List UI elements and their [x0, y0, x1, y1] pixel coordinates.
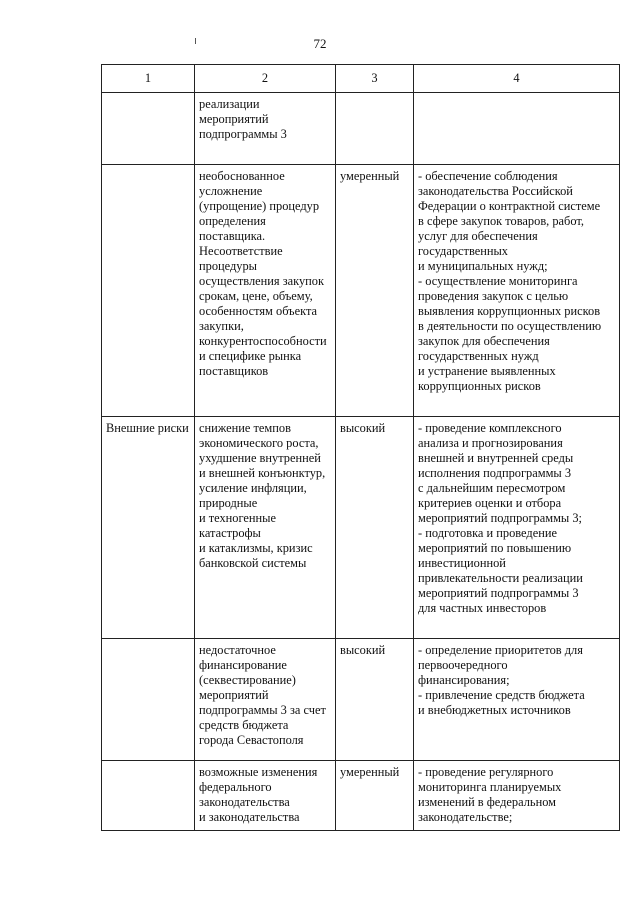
table-row — [102, 93, 620, 165]
risk-description-cell-line: законодательства — [199, 795, 290, 809]
risk-category-cell — [102, 93, 195, 165]
page-number: 72 — [313, 36, 327, 51]
risk-description-cell-line: особенностям объекта — [199, 304, 318, 318]
risk-description-cell-line: (секвестирование) — [199, 673, 296, 687]
mitigation-measures-cell-line: мероприятий по повышению — [418, 541, 572, 555]
risk-description-cell-line: финансирование — [199, 658, 287, 672]
mitigation-measures-cell-line: инвестиционной — [418, 556, 506, 570]
mitigation-measures-cell-line: законодательства Российской — [418, 184, 573, 198]
risk-description-cell-line: недостаточное — [199, 643, 276, 657]
table-row — [102, 761, 620, 831]
risk-description-cell-line: реализации — [199, 97, 260, 111]
risk-level-cell: высокий — [336, 639, 414, 761]
mitigation-measures-cell-line: мероприятий подпрограммы 3; — [418, 511, 582, 525]
mitigation-measures-cell-line: в деятельности по осуществлению — [418, 319, 602, 333]
risk-description-cell-line: и специфике рынка — [199, 349, 302, 363]
risk-description-cell-line: снижение темпов — [199, 421, 291, 435]
risk-category-cell — [102, 639, 195, 761]
risk-description-cell-line: закупки, — [199, 319, 244, 333]
risk-description-cell-line: необоснованное — [199, 169, 285, 183]
risk-description-cell-line: подпрограммы 3 — [199, 127, 287, 141]
risk-description-cell-line: осуществления закупок — [199, 274, 325, 288]
risk-description-cell-line: возможные изменения — [199, 765, 318, 779]
mitigation-measures-cell — [414, 417, 620, 639]
mitigation-measures-cell-line: финансирования; — [418, 673, 510, 687]
mitigation-measures-cell-line: закупок для обеспечения — [418, 334, 550, 348]
risk-table — [101, 64, 620, 831]
risk-description-cell-line: города Севастополя — [199, 733, 304, 747]
risk-description-cell-line: конкурентоспособности — [199, 334, 327, 348]
risk-description-cell-line: усиление инфляции, — [199, 481, 307, 495]
mitigation-measures-cell-line: выявления коррупционных рисков — [418, 304, 601, 318]
risk-description-cell-line: усложнение — [199, 184, 263, 198]
mitigation-measures-cell-line: - привлечение средств бюджета — [418, 688, 585, 702]
risk-description-cell-line: мероприятий — [199, 112, 269, 126]
mitigation-measures-cell-line: исполнения подпрограммы 3 — [418, 466, 572, 480]
risk-description-cell-line: банковской системы — [199, 556, 307, 570]
risk-description-cell-line: катастрофы — [199, 526, 261, 540]
risk-description-cell-line: срокам, цене, объему, — [199, 289, 313, 303]
scan-mark — [195, 38, 196, 44]
mitigation-measures-cell-line: привлекательности реализации — [418, 571, 583, 585]
mitigation-measures-cell-line: внешней и внутренней среды — [418, 451, 574, 465]
mitigation-measures-cell-line: и внебюджетных источников — [418, 703, 571, 717]
mitigation-measures-cell-line: анализа и прогнозирования — [418, 436, 563, 450]
mitigation-measures-cell-line: проведения закупок с целью — [418, 289, 569, 303]
table-body — [102, 93, 620, 831]
risk-description-cell-line: поставщиков — [199, 364, 269, 378]
mitigation-measures-cell — [414, 93, 620, 165]
table-row — [102, 165, 620, 417]
header-cell-3: 3 — [336, 65, 414, 93]
risk-description-cell — [195, 93, 336, 165]
mitigation-measures-cell-line: - проведение комплексного — [418, 421, 562, 435]
risk-description-cell — [195, 639, 336, 761]
header-cell-1: 1 — [102, 65, 195, 93]
mitigation-measures-cell-line: и муниципальных нужд; — [418, 259, 548, 273]
mitigation-measures-cell-line: законодательстве; — [418, 810, 513, 824]
table-header-row — [102, 65, 620, 93]
risk-level-cell — [336, 93, 414, 165]
risk-description-cell-line: и внешней конъюнктур, — [199, 466, 326, 480]
risk-description-cell-line: Несоответствие — [199, 244, 283, 258]
risk-category-cell: Внешние риски — [102, 417, 195, 639]
mitigation-measures-cell-line: и устранение выявленных — [418, 364, 556, 378]
risk-description-cell — [195, 165, 336, 417]
mitigation-measures-cell-line: - обеспечение соблюдения — [418, 169, 558, 183]
mitigation-measures-cell-line: - подготовка и проведение — [418, 526, 557, 540]
risk-description-cell-line: определения — [199, 214, 266, 228]
risk-description-cell-line: (упрощение) процедур — [199, 199, 320, 213]
mitigation-measures-cell-line: изменений в федеральном — [418, 795, 556, 809]
risk-description-cell-line: федерального — [199, 780, 272, 794]
risk-description-cell-line: мероприятий — [199, 688, 269, 702]
mitigation-measures-cell-line: - проведение регулярного — [418, 765, 554, 779]
mitigation-measures-cell-line: государственных нужд — [418, 349, 539, 363]
mitigation-measures-cell-line: коррупционных рисков — [418, 379, 541, 393]
mitigation-measures-cell-line: в сфере закупок товаров, работ, — [418, 214, 584, 228]
mitigation-measures-cell-line: первоочередного — [418, 658, 508, 672]
risk-description-cell — [195, 761, 336, 831]
mitigation-measures-cell-line: - осуществление мониторинга — [418, 274, 578, 288]
risk-description-cell — [195, 417, 336, 639]
mitigation-measures-cell-line: с дальнейшим пересмотром — [418, 481, 566, 495]
risk-category-cell — [102, 761, 195, 831]
risk-description-cell-line: и катаклизмы, кризис — [199, 541, 313, 555]
mitigation-measures-cell-line: мероприятий подпрограммы 3 — [418, 586, 579, 600]
mitigation-measures-cell-line: Федерации о контрактной системе — [418, 199, 601, 213]
mitigation-measures-cell-line: мониторинга планируемых — [418, 780, 562, 794]
mitigation-measures-cell-line: для частных инвесторов — [418, 601, 547, 615]
mitigation-measures-cell — [414, 761, 620, 831]
mitigation-measures-cell — [414, 165, 620, 417]
header-cell-2: 2 — [195, 65, 336, 93]
table-row — [102, 417, 620, 639]
risk-level-cell: умеренный — [336, 165, 414, 417]
mitigation-measures-cell-line: критериев оценки и отбора — [418, 496, 562, 510]
risk-description-cell-line: и техногенные — [199, 511, 277, 525]
risk-description-cell-line: поставщика. — [199, 229, 266, 243]
mitigation-measures-cell-line: - определение приоритетов для — [418, 643, 583, 657]
risk-category-cell — [102, 165, 195, 417]
mitigation-measures-cell-line: государственных — [418, 244, 509, 258]
risk-description-cell-line: средств бюджета — [199, 718, 289, 732]
risk-description-cell-line: и законодательства — [199, 810, 300, 824]
risk-description-cell-line: экономического роста, — [199, 436, 319, 450]
risk-description-cell-line: процедуры — [199, 259, 258, 273]
mitigation-measures-cell-line: услуг для обеспечения — [418, 229, 538, 243]
risk-level-cell: высокий — [336, 417, 414, 639]
risk-description-cell-line: ухудшение внутренней — [199, 451, 321, 465]
risk-description-cell-line: подпрограммы 3 за счет — [199, 703, 326, 717]
mitigation-measures-cell — [414, 639, 620, 761]
risk-description-cell-line: природные — [199, 496, 258, 510]
risk-level-cell: умеренный — [336, 761, 414, 831]
table-row — [102, 639, 620, 761]
header-cell-4: 4 — [414, 65, 620, 93]
